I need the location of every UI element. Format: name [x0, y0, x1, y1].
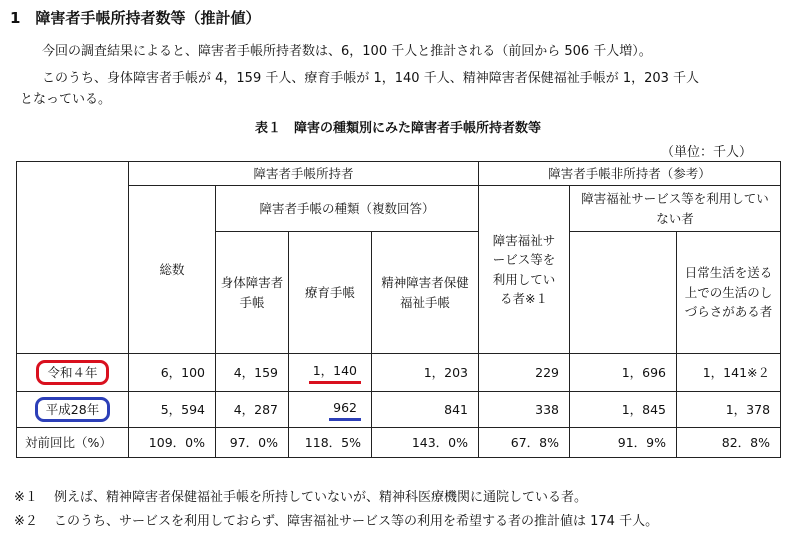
footnote-text: このうち、サービスを利用しておらず、障害福祉サービス等の利用を希望する者の推計値は 174 千人。 — [54, 514, 659, 529]
cell-mental: 841 — [372, 392, 479, 428]
unit-label: （単位：千人） — [660, 145, 752, 160]
cell-not-using: 91．9% — [570, 428, 677, 458]
cell-total: 109．0% — [129, 428, 216, 458]
header-non-holders: 障害者手帳非所持者（参考） — [479, 162, 781, 186]
cell-total: 5，594 — [129, 392, 216, 428]
cell-difficulty: 1，141※２ — [677, 354, 781, 392]
footnote-text: 例えば、精神障害者保健福祉手帳を所持していないが、精神科医療機関に通院している者。 — [54, 490, 588, 505]
cell-mental: 143．0% — [372, 428, 479, 458]
cell-not-using: 1，845 — [570, 392, 677, 428]
cell-using: 67．8% — [479, 428, 570, 458]
row-label-cell — [17, 392, 129, 428]
header-not-using-blank — [570, 232, 677, 354]
header-mental: 精神障害者保健福祉手帳 — [372, 232, 479, 354]
summary-paragraph: 今回の調査結果によると、障害者手帳所持者数は、6，100 千人と推計される（前回から 506 千人増）。 — [42, 44, 652, 59]
cell-physical: 97．0% — [216, 428, 289, 458]
cell-using: 229 — [479, 354, 570, 392]
cell-total: 6，100 — [129, 354, 216, 392]
row-label-ratio: 対前回比（%） — [17, 428, 129, 458]
header-types: 障害者手帳の種類（複数回答） — [216, 186, 479, 232]
header-using-services: 障害福祉サービス等を利用している者※１ — [479, 186, 570, 354]
header-not-using: 障害福祉サービス等を利用していない者 — [570, 186, 781, 232]
header-total: 総数 — [129, 186, 216, 354]
header-holders: 障害者手帳所持者 — [129, 162, 479, 186]
header-physical: 身体障害者手帳 — [216, 232, 289, 354]
header-rehab: 療育手帳 — [289, 232, 372, 354]
table-row — [17, 354, 781, 392]
section-heading: 1 障害者手帳所持者数等（推計値） — [10, 9, 261, 27]
breakdown-paragraph-line2: となっている。 — [20, 92, 112, 107]
row-label-cell — [17, 354, 129, 392]
cell-rehab-highlighted: 1，140 — [309, 361, 361, 383]
cell-not-using: 1，696 — [570, 354, 677, 392]
footnote-1 — [14, 486, 587, 505]
cell-difficulty: 1，378 — [677, 392, 781, 428]
row-label-heisei28: 平成28年 — [35, 397, 110, 423]
cell-using: 338 — [479, 392, 570, 428]
footnote-mark: ※２ — [14, 514, 38, 529]
row-header-corner — [17, 162, 129, 354]
cell-physical: 4，159 — [216, 354, 289, 392]
cell-difficulty: 82．8% — [677, 428, 781, 458]
cell-physical: 4，287 — [216, 392, 289, 428]
table-caption: 表１ 障害の種類別にみた障害者手帳所持者数等 — [254, 121, 541, 136]
header-difficulty: 日常生活を送る上での生活のしづらさがある者 — [677, 232, 781, 354]
disability-certificate-table — [16, 161, 781, 458]
cell-mental: 1，203 — [372, 354, 479, 392]
table-row — [17, 392, 781, 428]
footnote-mark: ※１ — [14, 490, 38, 505]
cell-rehab: 118．5% — [289, 428, 372, 458]
table-row — [17, 428, 781, 458]
row-label-reiwa4: 令和４年 — [36, 360, 108, 386]
breakdown-paragraph-line1: このうち、身体障害者手帳が 4，159 千人、療育手帳が 1，140 千人、精神障害者保健福祉手帳が 1，203 千人 — [42, 71, 700, 86]
cell-rehab-highlighted: 962 — [329, 398, 361, 420]
footnote-2 — [14, 510, 658, 529]
